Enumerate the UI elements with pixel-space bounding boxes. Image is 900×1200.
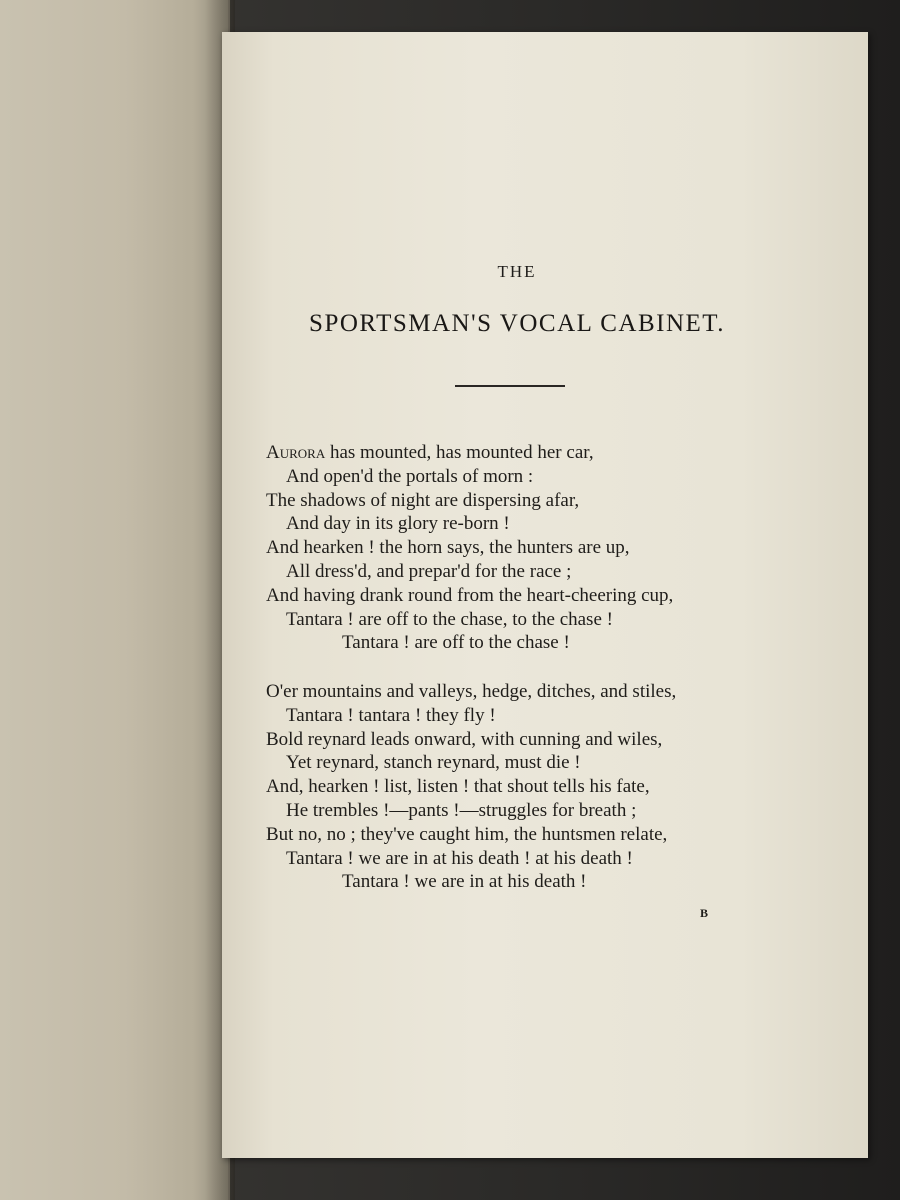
stanza-1 (266, 441, 786, 655)
verse-line: O'er mountains and valleys, hedge, ditches, and stiles, (266, 681, 677, 702)
signature-mark: B (700, 906, 709, 920)
verse-line: And open'd the portals of morn : (286, 465, 534, 487)
verse-line: Bold reynard leads onward, with cunning and wiles, (266, 728, 663, 750)
verse-line: But no, no ; they've caught him, the huntsmen relate, (266, 823, 668, 845)
verse-line (266, 441, 786, 465)
verse-line: Tantara ! we are in at his death ! (342, 871, 587, 893)
verse-line: He trembles !—pants !—struggles for breath ; (286, 799, 637, 821)
drop-word: Aurora (266, 442, 326, 463)
verse-line: And day in its glory re-born ! (286, 513, 510, 535)
left-page (0, 0, 230, 1200)
verse-line: Tantara ! tantara ! they fly ! (286, 704, 496, 726)
verse-line: Yet reynard, stanch reynard, must die ! (286, 752, 581, 774)
verse-line: Tantara ! are off to the chase ! (342, 632, 570, 654)
verse-line: The shadows of night are dispersing afar, (266, 489, 580, 511)
verse-line: Tantara ! we are in at his death ! at his death ! (286, 847, 633, 869)
verse-line: Tantara ! are off to the chase, to the chase ! (286, 608, 613, 630)
verse-line: All dress'd, and prepar'd for the race ; (286, 560, 572, 582)
stanza-2 (266, 680, 786, 894)
title-rule (455, 385, 565, 387)
verse-line: And, hearken ! list, listen ! that shout tells his fate, (266, 776, 650, 798)
page-title: SPORTSMAN'S VOCAL CABINET. (309, 310, 725, 337)
verse-line: And having drank round from the heart-cheering cup, (266, 584, 674, 606)
verse-line-rest: has mounted, has mounted her car, (325, 442, 594, 463)
title-prefix: THE (497, 262, 537, 281)
verse-line: And hearken ! the horn says, the hunters are up, (266, 537, 630, 559)
